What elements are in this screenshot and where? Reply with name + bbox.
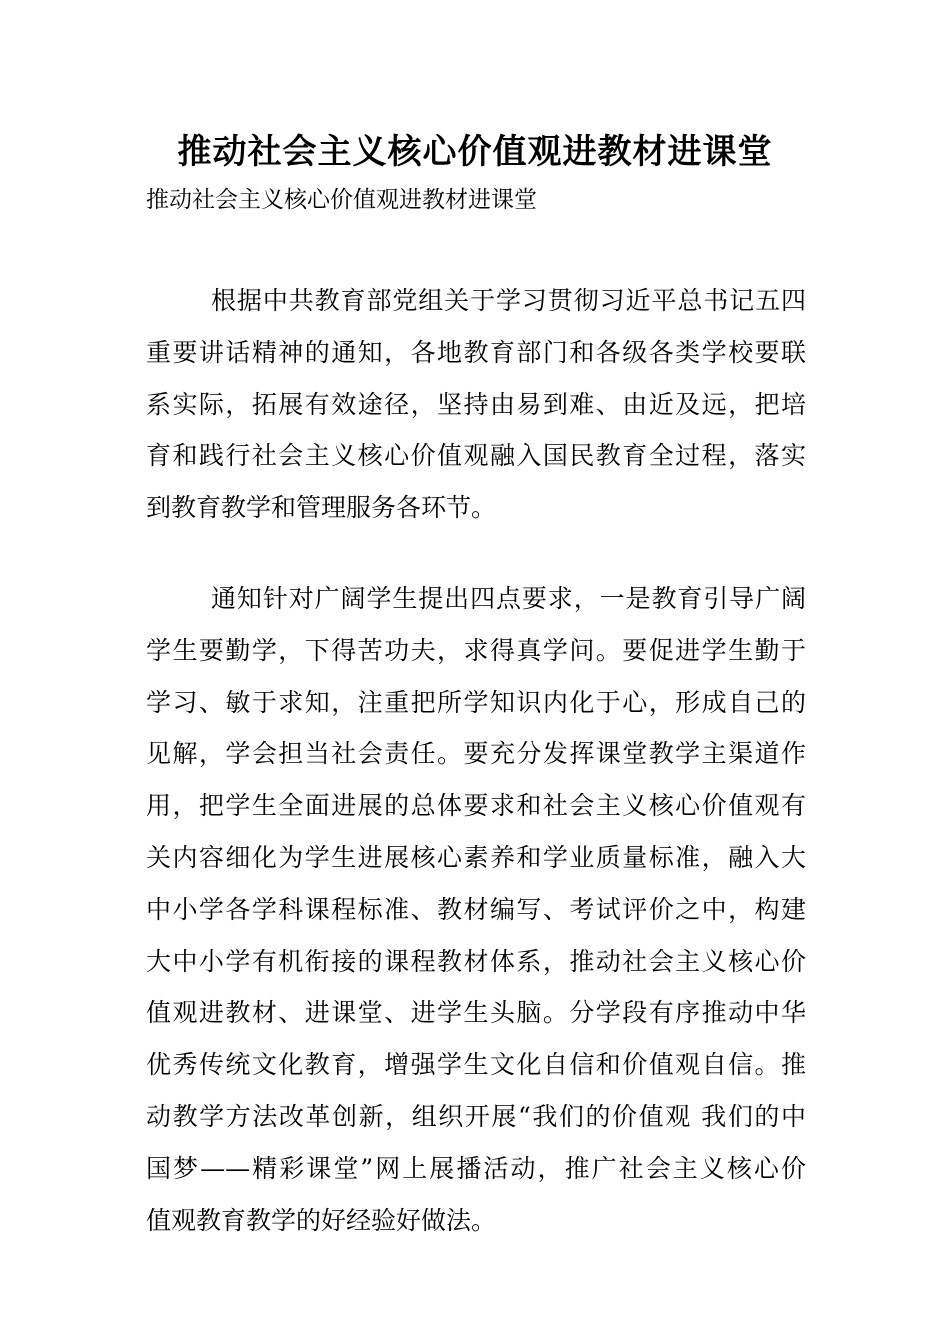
paragraph-line: 国梦——精彩课堂”网上展播活动，推广社会主义核心价 (146, 1153, 806, 1183)
paragraph-line: 见解，学会担当社会责任。要充分发挥课堂教学主渠道作 (146, 739, 806, 769)
paragraph-1 (146, 275, 806, 534)
paragraph-line: 动教学方法改革创新，组织开展“我们的价值观 我们的中 (146, 1101, 806, 1131)
paragraph-line: 优秀传统文化教育，增强学生文化自信和价值观自信。推 (146, 1050, 806, 1080)
paragraph-line: 大中小学有机衔接的课程教材体系，推动社会主义核心价 (146, 946, 806, 976)
paragraph-line: 中小学各学科课程标准、教材编写、考试评价之中，构建 (146, 894, 806, 924)
document-subtitle: 推动社会主义核心价值观进教材进课堂 (146, 187, 537, 213)
paragraph-line: 到教育教学和管理服务各环节。 (146, 493, 497, 523)
paragraph-line: 学生要勤学，下得苦功夫，求得真学问。要促进学生勤于 (146, 635, 806, 665)
paragraph-line: 根据中共教育部党组关于学习贯彻习近平总书记五四 (211, 286, 806, 315)
paragraph-line: 系实际，拓展有效途径，坚持由易到难、由近及远，把培 (146, 389, 806, 419)
paragraph-line: 重要讲话精神的通知，各地教育部门和各级各类学校要联 (146, 337, 806, 367)
paragraph-line: 学习、敏于求知，注重把所学知识内化于心，形成自己的 (146, 687, 806, 717)
document-title: 推动社会主义核心价值观进教材进课堂 (177, 132, 773, 172)
paragraph-line: 通知针对广阔学生提出四点要求，一是教育引导广阔 (211, 584, 806, 613)
paragraph-line: 值观进教材、进课堂、进学生头脑。分学段有序推动中华 (146, 998, 806, 1028)
paragraph-2 (146, 573, 806, 1246)
paragraph-line: 用，把学生全面进展的总体要求和社会主义核心价值观有 (146, 791, 806, 821)
paragraph-line: 关内容细化为学生进展核心素养和学业质量标准，融入大 (146, 842, 806, 872)
paragraph-line: 值观教育教学的好经验好做法。 (146, 1205, 497, 1235)
paragraph-line: 育和践行社会主义核心价值观融入国民教育全过程，落实 (146, 441, 806, 471)
